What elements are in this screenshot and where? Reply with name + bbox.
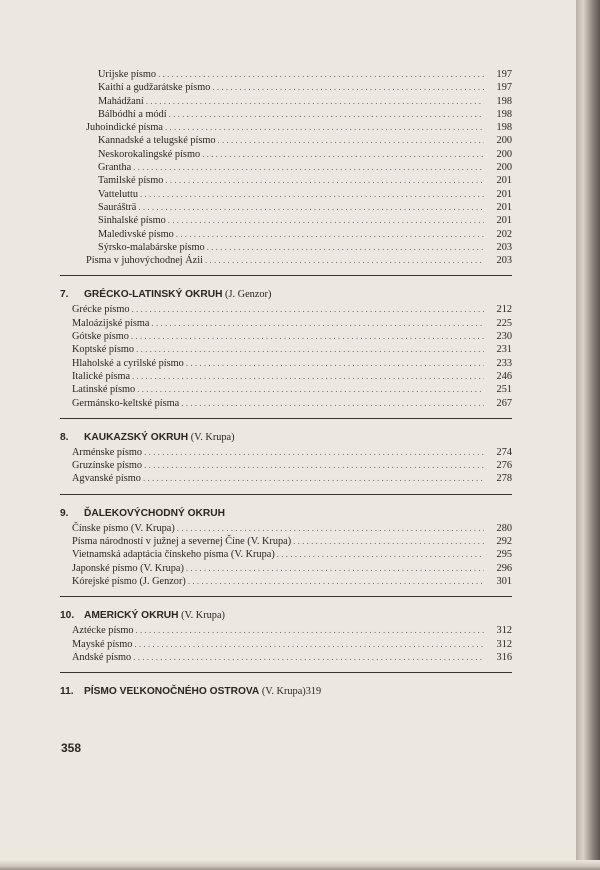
toc-entry-title: Italické písma bbox=[72, 370, 131, 382]
toc-entry-title: Kannadské a telugské písmo bbox=[98, 135, 216, 147]
section-heading[interactable] bbox=[60, 430, 512, 445]
dot-leader bbox=[293, 535, 484, 548]
toc-entry-page: 198 bbox=[496, 108, 512, 120]
toc-entry-title: Aztécke písmo bbox=[72, 625, 134, 637]
toc-entry[interactable] bbox=[60, 330, 512, 343]
section-heading[interactable] bbox=[60, 506, 512, 521]
toc-entry-page: 201 bbox=[496, 201, 512, 213]
toc-entry[interactable] bbox=[60, 161, 512, 174]
toc-entry-page: 197 bbox=[496, 82, 512, 94]
toc-entry-page: 316 bbox=[496, 651, 512, 663]
toc-entry-page: 233 bbox=[496, 357, 512, 369]
section-heading[interactable] bbox=[60, 287, 512, 302]
toc-entry-title: Čínske písmo (V. Krupa) bbox=[72, 522, 175, 534]
section-author: (V. Krupa) bbox=[178, 610, 225, 622]
dot-leader bbox=[152, 317, 485, 330]
toc-entry[interactable] bbox=[60, 81, 512, 94]
toc-sections bbox=[60, 275, 512, 664]
section-heading-row[interactable] bbox=[60, 684, 512, 699]
toc-entry-title: Kaithí a gudžarátske písmo bbox=[98, 82, 211, 94]
section-number: 8. bbox=[60, 431, 69, 443]
toc-entry-page: 246 bbox=[496, 370, 512, 382]
toc-entry[interactable] bbox=[60, 357, 512, 370]
toc-entry-page: 312 bbox=[496, 638, 512, 650]
toc-entry-page: 230 bbox=[496, 331, 512, 343]
dot-leader bbox=[165, 121, 484, 134]
toc-entry[interactable] bbox=[60, 624, 512, 637]
section-author: (J. Genzor) bbox=[222, 289, 272, 301]
toc-entry-page: 197 bbox=[496, 69, 512, 80]
toc-entry[interactable] bbox=[60, 241, 512, 254]
dot-leader bbox=[136, 343, 484, 356]
section-author: (V. Krupa) bbox=[261, 686, 306, 698]
toc-entry[interactable] bbox=[60, 108, 512, 121]
dot-leader bbox=[144, 459, 484, 472]
toc-section bbox=[60, 506, 512, 588]
toc-entry-title: Kórejské písmo (J. Genzor) bbox=[72, 575, 186, 587]
dot-leader bbox=[138, 201, 484, 214]
toc-entry-title: Neskorokalingské písmo bbox=[98, 148, 201, 160]
toc-entry-page: 231 bbox=[496, 344, 512, 356]
dot-leader bbox=[205, 254, 484, 267]
dot-leader bbox=[202, 148, 484, 161]
toc-entry-title: Sinhalské písmo bbox=[98, 215, 166, 227]
toc-entry-title: Saurášträ bbox=[98, 201, 137, 213]
toc-entry-title: Gruzínske písmo bbox=[72, 460, 143, 472]
toc-entry[interactable] bbox=[60, 638, 512, 651]
section-author: (V. Krupa) bbox=[188, 431, 235, 443]
dot-leader bbox=[135, 624, 484, 637]
toc-entry-title: Písma v juhovýchodnej Ázii bbox=[86, 255, 203, 267]
page-bottom-edge bbox=[0, 860, 600, 870]
dot-leader bbox=[137, 383, 484, 396]
section-number: 11. bbox=[60, 686, 74, 698]
toc-entry-page: 201 bbox=[496, 175, 512, 187]
dot-leader bbox=[131, 330, 484, 343]
toc-entry-page: 203 bbox=[496, 255, 512, 267]
toc-entry-title: Germánsko-keltské písma bbox=[72, 397, 180, 409]
toc-entry-page: 201 bbox=[496, 188, 512, 200]
dot-leader bbox=[131, 303, 484, 316]
toc-entry-page: 296 bbox=[496, 562, 512, 574]
toc-entry-page: 278 bbox=[496, 473, 512, 485]
section-title: KAUKAZSKÝ OKRUH bbox=[84, 431, 189, 443]
toc-entry-page: 200 bbox=[496, 135, 512, 147]
toc-entry[interactable] bbox=[60, 343, 512, 356]
toc-entry-page: 200 bbox=[496, 162, 512, 174]
toc-entry-title: Juhoindické písma bbox=[86, 122, 163, 134]
dot-leader bbox=[143, 472, 484, 485]
toc-entry-title: Sýrsko-malabárske písmo bbox=[98, 241, 205, 253]
toc-entry[interactable] bbox=[60, 562, 512, 575]
toc-entry-title: Andské písmo bbox=[72, 651, 132, 663]
toc-entry[interactable] bbox=[60, 575, 512, 588]
toc-entry-title: Vietnamská adaptácia čínskeho písma (V. Krupa) bbox=[72, 549, 275, 561]
toc-entry-title: Agvanské písmo bbox=[72, 473, 141, 485]
toc-entry-title: Maloázijské písma bbox=[72, 317, 150, 329]
dot-leader bbox=[133, 161, 484, 174]
dot-leader bbox=[132, 370, 484, 383]
toc-section bbox=[60, 430, 512, 486]
toc-entry-page: 276 bbox=[496, 460, 512, 472]
toc-entry[interactable] bbox=[60, 68, 512, 81]
toc-entry[interactable] bbox=[60, 446, 512, 459]
dot-leader bbox=[133, 651, 484, 664]
toc-entry-title: Urijske písmo bbox=[98, 69, 157, 80]
section-page: 319 bbox=[305, 686, 322, 698]
toc-entry[interactable] bbox=[60, 134, 512, 147]
toc-entry[interactable] bbox=[60, 317, 512, 330]
dot-leader bbox=[169, 108, 484, 121]
continued-entries bbox=[60, 68, 512, 267]
section-number: 7. bbox=[60, 289, 69, 301]
toc-entry-page: 267 bbox=[496, 397, 512, 409]
toc-entry-page: 201 bbox=[496, 215, 512, 227]
toc-entry[interactable] bbox=[60, 383, 512, 396]
dot-leader bbox=[176, 228, 484, 241]
dot-leader bbox=[140, 188, 484, 201]
toc-entry[interactable] bbox=[60, 459, 512, 472]
dot-leader bbox=[158, 68, 484, 81]
toc-entry-page: 251 bbox=[496, 384, 512, 396]
section-number: 9. bbox=[60, 507, 69, 519]
toc-entry-title: Tamilské písmo bbox=[98, 175, 164, 187]
toc-entry[interactable] bbox=[60, 254, 512, 267]
toc-section bbox=[60, 608, 512, 664]
section-divider bbox=[60, 418, 512, 419]
section-title: GRÉCKO-LATINSKÝ OKRUH bbox=[84, 289, 223, 301]
toc-entry-title: Maledivské písmo bbox=[98, 228, 174, 240]
dot-leader bbox=[146, 95, 484, 108]
toc-entry-page: 301 bbox=[496, 575, 512, 587]
table-of-contents bbox=[60, 68, 512, 699]
toc-entry[interactable] bbox=[60, 95, 512, 108]
dot-leader bbox=[212, 81, 484, 94]
section-divider bbox=[60, 596, 512, 597]
toc-entry-title: Grécke písmo bbox=[72, 304, 130, 316]
dot-leader bbox=[218, 134, 484, 147]
toc-entry[interactable] bbox=[60, 548, 512, 561]
toc-entry-page: 203 bbox=[496, 241, 512, 253]
toc-entry-title: Hlaholské a cyrilské písmo bbox=[72, 357, 184, 369]
toc-entry-page: 212 bbox=[496, 304, 512, 316]
toc-entry-title: Gótske písmo bbox=[72, 331, 129, 343]
toc-entry[interactable] bbox=[60, 121, 512, 134]
section-title: ĎALEKOVÝCHODNÝ OKRUH bbox=[84, 507, 225, 519]
toc-entry[interactable] bbox=[60, 201, 512, 214]
toc-entry-page: 225 bbox=[496, 317, 512, 329]
page-number: 358 bbox=[61, 741, 82, 755]
toc-entry-title: Bálbódhí a módí bbox=[98, 108, 167, 120]
dot-leader bbox=[277, 548, 484, 561]
dot-leader bbox=[181, 397, 484, 410]
toc-entry-page: 198 bbox=[496, 122, 512, 134]
dot-leader bbox=[188, 575, 484, 588]
toc-entry[interactable] bbox=[60, 214, 512, 227]
section-divider bbox=[60, 494, 512, 495]
toc-entry[interactable] bbox=[60, 228, 512, 241]
toc-entry[interactable] bbox=[60, 522, 512, 535]
dot-leader bbox=[207, 241, 484, 254]
toc-entry-title: Mayské písmo bbox=[72, 638, 133, 650]
section-title: PÍSMO VEĽKONOČNÉHO OSTROVA bbox=[84, 686, 260, 698]
dot-leader bbox=[186, 357, 484, 370]
toc-entry[interactable] bbox=[60, 174, 512, 187]
toc-entry[interactable] bbox=[60, 535, 512, 548]
toc-section-11 bbox=[60, 684, 512, 699]
toc-entry-title: Mahádžaní bbox=[98, 95, 144, 107]
toc-entry-page: 280 bbox=[496, 522, 512, 534]
dot-leader bbox=[165, 174, 484, 187]
toc-entry-title: Japonské písmo (V. Krupa) bbox=[72, 562, 184, 574]
toc-entry-title: Arménske písmo bbox=[72, 446, 143, 458]
toc-entry[interactable] bbox=[60, 651, 512, 664]
dot-leader bbox=[144, 446, 484, 459]
toc-entry[interactable] bbox=[60, 370, 512, 383]
section-divider bbox=[60, 672, 512, 673]
toc-section bbox=[60, 287, 512, 409]
toc-entry[interactable] bbox=[60, 188, 512, 201]
toc-entry-title: Písma národností v južnej a severnej Číne (V. Krupa) bbox=[72, 536, 292, 548]
toc-entry-title: Koptské písmo bbox=[72, 344, 135, 356]
toc-entry-page: 200 bbox=[496, 148, 512, 160]
section-number: 10. bbox=[60, 610, 75, 622]
toc-entry-title: Vatteluttu bbox=[98, 188, 139, 200]
toc-entry[interactable] bbox=[60, 303, 512, 316]
toc-entry-title: Grantha bbox=[98, 162, 132, 174]
toc-entry-page: 202 bbox=[496, 228, 512, 240]
dot-leader bbox=[186, 562, 484, 575]
toc-entry[interactable] bbox=[60, 397, 512, 410]
toc-entry[interactable] bbox=[60, 472, 512, 485]
section-title: AMERICKÝ OKRUH bbox=[84, 610, 179, 622]
toc-entry-page: 312 bbox=[496, 625, 512, 637]
toc-entry-title: Latinské písmo bbox=[72, 384, 136, 396]
toc-entry-page: 292 bbox=[496, 536, 512, 548]
toc-entry-page: 274 bbox=[496, 446, 512, 458]
toc-entry-page: 198 bbox=[496, 95, 512, 107]
toc-entry[interactable] bbox=[60, 148, 512, 161]
toc-entry-page: 295 bbox=[496, 549, 512, 561]
section-divider bbox=[60, 275, 512, 276]
page-edge-shadow bbox=[576, 0, 600, 870]
dot-leader bbox=[134, 638, 484, 651]
section-heading[interactable] bbox=[60, 608, 512, 623]
dot-leader bbox=[168, 214, 484, 227]
dot-leader bbox=[177, 522, 484, 535]
